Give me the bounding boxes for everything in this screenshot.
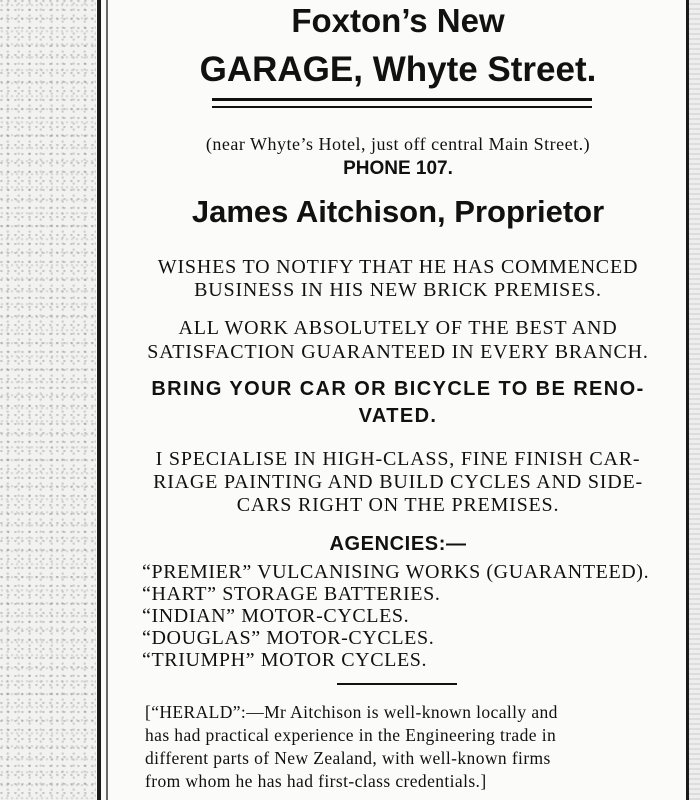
notice-line: WISHES TO NOTIFY THAT HE HAS COMMENCED — [157, 256, 639, 278]
ad-title-line2: GARAGE, Whyte Street. — [199, 50, 597, 89]
herald-quote-line: [“HERALD”:—Mr Aitchison is well-known locally and — [145, 702, 558, 722]
proprietor-heading: James Aitchison, Proprietor — [191, 194, 605, 229]
agency-item: “INDIAN” MOTOR-CYCLES. — [142, 605, 410, 627]
title-rule-top — [212, 98, 592, 101]
specialise-line: RIAGE PAINTING AND BUILD CYCLES AND SIDE- — [153, 471, 643, 493]
bring-car-line: BRING YOUR CAR OR BICYCLE TO BE RENO- — [151, 378, 645, 400]
column-rule-left — [97, 0, 101, 800]
agency-item: “PREMIER” VULCANISING WORKS (GUARANTEED). — [142, 561, 650, 583]
section-divider — [337, 683, 457, 685]
specialise-line: I SPECIALISE IN HIGH-CLASS, FINE FINISH CAR- — [155, 448, 641, 470]
agencies-heading: AGENCIES:— — [329, 533, 467, 555]
herald-quote-line: different parts of New Zealand, with well-known firms — [145, 748, 551, 768]
bring-car-line: VATED. — [358, 405, 438, 427]
agency-item: “TRIUMPH” MOTOR CYCLES. — [142, 649, 428, 671]
phone-line: PHONE 107. — [343, 158, 453, 179]
scan-left-margin — [0, 0, 96, 800]
specialise-line: CARS RIGHT ON THE PREMISES. — [236, 494, 560, 516]
herald-quote-line: from whom he has had first-class credentials.] — [145, 771, 487, 791]
notice-line: SATISFACTION GUARANTEED IN EVERY BRANCH. — [147, 341, 649, 363]
agency-item: “DOUGLAS” MOTOR-CYCLES. — [142, 627, 435, 649]
agency-item: “HART” STORAGE BATTERIES. — [142, 583, 441, 605]
advertisement-column — [112, 0, 684, 800]
ad-title-line1: Foxton’s New — [291, 2, 505, 39]
address-line: (near Whyte’s Hotel, just off central Main Street.) — [205, 134, 591, 154]
herald-quote-line: has had practical experience in the Engineering trade in — [145, 725, 557, 745]
scan-right-margin — [689, 0, 700, 800]
notice-line: ALL WORK ABSOLUTELY OF THE BEST AND — [178, 317, 618, 339]
column-rule-left-thin — [106, 0, 108, 800]
notice-line: BUSINESS IN HIS NEW BRICK PREMISES. — [194, 279, 602, 301]
title-rule-bottom — [212, 106, 592, 108]
